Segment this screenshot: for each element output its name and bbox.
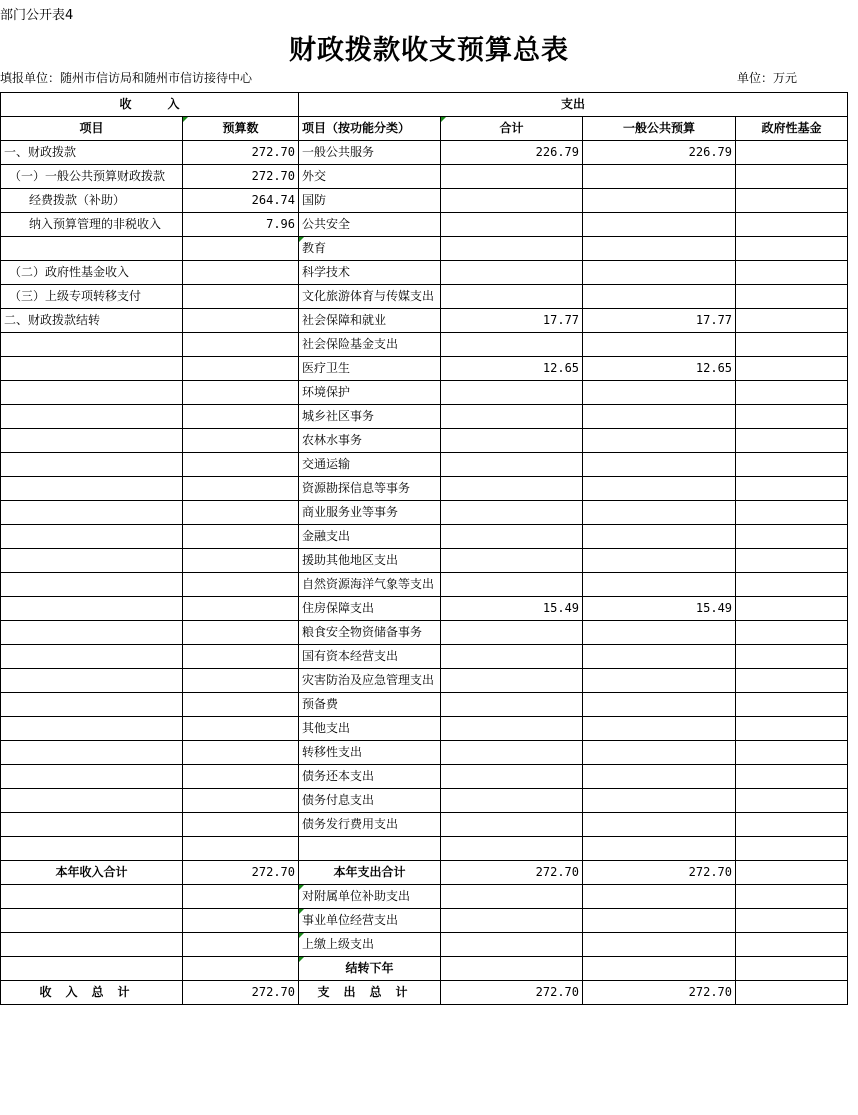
expense-fund	[736, 645, 848, 669]
expense-total	[441, 621, 583, 645]
expense-fund	[736, 429, 848, 453]
expense-item: 公共安全	[299, 213, 441, 237]
year-expense-total: 272.70	[441, 861, 583, 885]
expense-fund	[736, 669, 848, 693]
expense-general	[583, 285, 736, 309]
expense-total	[441, 693, 583, 717]
income-group-header: 收 入	[1, 93, 299, 117]
expense-general	[583, 645, 736, 669]
empty-cell	[441, 933, 583, 957]
table-row	[1, 189, 848, 213]
income-value: 264.74	[183, 189, 299, 213]
expense-fund	[736, 525, 848, 549]
column-header-row	[1, 117, 848, 141]
expense-general	[583, 621, 736, 645]
income-value	[183, 693, 299, 717]
expense-total	[441, 741, 583, 765]
expense-fund	[736, 549, 848, 573]
table-row	[1, 237, 848, 261]
expense-total	[441, 405, 583, 429]
table-row	[1, 693, 848, 717]
expense-total	[441, 213, 583, 237]
col-fund: 政府性基金	[736, 117, 848, 141]
empty-cell	[183, 933, 299, 957]
expense-fund	[736, 261, 848, 285]
table-row	[1, 789, 848, 813]
expense-item: 科学技术	[299, 261, 441, 285]
table-row	[1, 741, 848, 765]
income-item	[1, 621, 183, 645]
income-value	[183, 549, 299, 573]
expense-total: 12.65	[441, 357, 583, 381]
col-func-item: 项目（按功能分类）	[299, 117, 441, 141]
table-row	[1, 405, 848, 429]
expense-general	[583, 213, 736, 237]
income-item	[1, 645, 183, 669]
income-item: （一）一般公共预算财政拨款	[1, 165, 183, 189]
year-expense-total-label: 本年支出合计	[299, 861, 441, 885]
empty-cell	[583, 885, 736, 909]
empty-cell	[736, 957, 848, 981]
income-item: （三）上级专项转移支付	[1, 285, 183, 309]
income-item	[1, 573, 183, 597]
expense-total	[441, 165, 583, 189]
expense-general	[583, 453, 736, 477]
table-row	[1, 333, 848, 357]
table-footer	[1, 861, 848, 1005]
expense-fund	[736, 165, 848, 189]
expense-item	[299, 837, 441, 861]
expense-total	[441, 501, 583, 525]
income-value	[183, 453, 299, 477]
table-row	[1, 501, 848, 525]
grand-total-row	[1, 981, 848, 1005]
empty-cell	[583, 933, 736, 957]
income-item	[1, 381, 183, 405]
income-value	[183, 333, 299, 357]
expense-item: 一般公共服务	[299, 141, 441, 165]
income-item	[1, 669, 183, 693]
expense-fund	[736, 333, 848, 357]
income-item	[1, 525, 183, 549]
income-value	[183, 357, 299, 381]
expense-item: 教育	[299, 237, 441, 261]
expense-item: 文化旅游体育与传媒支出	[299, 285, 441, 309]
empty-cell	[1, 885, 183, 909]
grand-expense-total: 272.70	[441, 981, 583, 1005]
income-value	[183, 813, 299, 837]
expense-fund	[736, 837, 848, 861]
expense-total	[441, 525, 583, 549]
extra-label: 对附属单位补助支出	[299, 885, 441, 909]
empty-cell	[583, 957, 736, 981]
empty-cell	[1, 909, 183, 933]
expense-group-header: 支出	[299, 93, 848, 117]
expense-total	[441, 429, 583, 453]
table-row	[1, 669, 848, 693]
expense-total	[441, 549, 583, 573]
expense-fund	[736, 309, 848, 333]
expense-item: 环境保护	[299, 381, 441, 405]
expense-fund	[736, 381, 848, 405]
expense-item: 转移性支出	[299, 741, 441, 765]
col-budget: 预算数	[183, 117, 299, 141]
extra-label: 事业单位经营支出	[299, 909, 441, 933]
expense-total	[441, 765, 583, 789]
income-item	[1, 837, 183, 861]
income-item	[1, 597, 183, 621]
table-row	[1, 381, 848, 405]
expense-item: 债务还本支出	[299, 765, 441, 789]
expense-total	[441, 789, 583, 813]
year-expense-fund	[736, 861, 848, 885]
expense-item: 社会保险基金支出	[299, 333, 441, 357]
table-row	[1, 837, 848, 861]
table-row	[1, 477, 848, 501]
income-value	[183, 645, 299, 669]
expense-general	[583, 477, 736, 501]
expense-fund	[736, 741, 848, 765]
year-total-row	[1, 861, 848, 885]
income-item	[1, 405, 183, 429]
table-row	[1, 165, 848, 189]
expense-total	[441, 285, 583, 309]
grand-expense-fund	[736, 981, 848, 1005]
income-item: 经费拨款（补助）	[1, 189, 183, 213]
expense-item: 交通运输	[299, 453, 441, 477]
income-value	[183, 237, 299, 261]
expense-item: 住房保障支出	[299, 597, 441, 621]
income-item: 二、财政拨款结转	[1, 309, 183, 333]
empty-cell	[183, 909, 299, 933]
income-value	[183, 429, 299, 453]
income-item: （二）政府性基金收入	[1, 261, 183, 285]
table-row	[1, 549, 848, 573]
expense-fund	[736, 717, 848, 741]
table-row	[1, 525, 848, 549]
expense-fund	[736, 765, 848, 789]
reporting-unit: 填报单位：随州市信访局和随州市信访接待中心	[0, 71, 253, 85]
empty-cell	[183, 957, 299, 981]
income-value	[183, 765, 299, 789]
expense-total: 15.49	[441, 597, 583, 621]
extra-label: 上缴上级支出	[299, 933, 441, 957]
income-value	[183, 261, 299, 285]
budget-table	[0, 92, 848, 1005]
expense-item: 农林水事务	[299, 429, 441, 453]
table-row	[1, 765, 848, 789]
extra-row	[1, 933, 848, 957]
expense-general	[583, 717, 736, 741]
expense-general: 17.77	[583, 309, 736, 333]
expense-general	[583, 261, 736, 285]
grand-expense-general: 272.70	[583, 981, 736, 1005]
expense-general	[583, 693, 736, 717]
expense-total	[441, 813, 583, 837]
expense-fund	[736, 213, 848, 237]
expense-item: 其他支出	[299, 717, 441, 741]
income-value: 272.70	[183, 165, 299, 189]
group-header-row	[1, 93, 848, 117]
expense-general	[583, 549, 736, 573]
expense-item: 援助其他地区支出	[299, 549, 441, 573]
income-value	[183, 597, 299, 621]
col-total: 合计	[441, 117, 583, 141]
income-value	[183, 573, 299, 597]
expense-total	[441, 381, 583, 405]
table-row	[1, 429, 848, 453]
expense-fund	[736, 501, 848, 525]
expense-general: 12.65	[583, 357, 736, 381]
expense-fund	[736, 141, 848, 165]
table-body	[1, 141, 848, 861]
expense-fund	[736, 789, 848, 813]
income-item: 纳入预算管理的非税收入	[1, 213, 183, 237]
empty-cell	[183, 885, 299, 909]
expense-item: 金融支出	[299, 525, 441, 549]
expense-general	[583, 669, 736, 693]
expense-general	[583, 237, 736, 261]
expense-fund	[736, 285, 848, 309]
grand-expense-label: 支出总计	[299, 981, 441, 1005]
income-item: 一、财政拨款	[1, 141, 183, 165]
income-value: 272.70	[183, 141, 299, 165]
empty-cell	[736, 909, 848, 933]
expense-item: 社会保障和就业	[299, 309, 441, 333]
grand-income-label: 收入总计	[1, 981, 183, 1005]
expense-general	[583, 789, 736, 813]
income-item	[1, 717, 183, 741]
page-title: 财政拨款收支预算总表	[289, 35, 569, 66]
expense-item: 资源勘探信息等事务	[299, 477, 441, 501]
year-income-total-label: 本年收入合计	[1, 861, 183, 885]
expense-total	[441, 573, 583, 597]
expense-general	[583, 381, 736, 405]
expense-total: 226.79	[441, 141, 583, 165]
table-row	[1, 309, 848, 333]
year-expense-general: 272.70	[583, 861, 736, 885]
col-general: 一般公共预算	[583, 117, 736, 141]
income-value	[183, 405, 299, 429]
col-item: 项目	[1, 117, 183, 141]
expense-general	[583, 741, 736, 765]
expense-total	[441, 261, 583, 285]
income-item	[1, 357, 183, 381]
carry-label: 结转下年	[299, 957, 441, 981]
expense-fund	[736, 357, 848, 381]
income-item	[1, 549, 183, 573]
expense-item: 灾害防治及应急管理支出	[299, 669, 441, 693]
expense-fund	[736, 237, 848, 261]
expense-general: 226.79	[583, 141, 736, 165]
table-row	[1, 357, 848, 381]
expense-total	[441, 333, 583, 357]
table-row	[1, 597, 848, 621]
expense-general	[583, 501, 736, 525]
expense-total	[441, 717, 583, 741]
income-item	[1, 789, 183, 813]
income-item	[1, 501, 183, 525]
table-row	[1, 453, 848, 477]
empty-cell	[736, 885, 848, 909]
income-item	[1, 237, 183, 261]
income-value	[183, 789, 299, 813]
table-row	[1, 717, 848, 741]
expense-item: 商业服务业等事务	[299, 501, 441, 525]
income-value	[183, 717, 299, 741]
table-row	[1, 645, 848, 669]
income-value	[183, 309, 299, 333]
expense-general	[583, 525, 736, 549]
income-value	[183, 669, 299, 693]
expense-fund	[736, 477, 848, 501]
income-value: 7.96	[183, 213, 299, 237]
income-value	[183, 477, 299, 501]
expense-item: 城乡社区事务	[299, 405, 441, 429]
expense-total	[441, 669, 583, 693]
expense-item: 外交	[299, 165, 441, 189]
grand-income-value: 272.70	[183, 981, 299, 1005]
expense-item: 预备费	[299, 693, 441, 717]
expense-total	[441, 237, 583, 261]
table-row	[1, 285, 848, 309]
expense-general	[583, 405, 736, 429]
table-row	[1, 573, 848, 597]
income-item	[1, 333, 183, 357]
income-item	[1, 477, 183, 501]
expense-item: 粮食安全物资储备事务	[299, 621, 441, 645]
income-value	[183, 501, 299, 525]
expense-general	[583, 189, 736, 213]
expense-total	[441, 477, 583, 501]
empty-cell	[441, 885, 583, 909]
expense-item: 国防	[299, 189, 441, 213]
expense-item: 自然资源海洋气象等支出	[299, 573, 441, 597]
expense-fund	[736, 693, 848, 717]
expense-fund	[736, 453, 848, 477]
income-item	[1, 693, 183, 717]
extra-row	[1, 909, 848, 933]
extra-row	[1, 885, 848, 909]
expense-general	[583, 813, 736, 837]
empty-cell	[583, 909, 736, 933]
carry-row	[1, 957, 848, 981]
income-value	[183, 741, 299, 765]
income-item	[1, 813, 183, 837]
income-item	[1, 741, 183, 765]
expense-total	[441, 645, 583, 669]
expense-fund	[736, 621, 848, 645]
expense-general: 15.49	[583, 597, 736, 621]
table-row	[1, 261, 848, 285]
currency-unit: 单位：万元	[737, 71, 798, 85]
expense-item: 医疗卫生	[299, 357, 441, 381]
expense-fund	[736, 597, 848, 621]
income-value	[183, 381, 299, 405]
form-code: 部门公开表4	[0, 8, 74, 23]
expense-fund	[736, 573, 848, 597]
income-value	[183, 621, 299, 645]
expense-general	[583, 333, 736, 357]
year-income-total-value: 272.70	[183, 861, 299, 885]
table-row	[1, 213, 848, 237]
income-item	[1, 765, 183, 789]
expense-total: 17.77	[441, 309, 583, 333]
expense-general	[583, 765, 736, 789]
empty-cell	[1, 957, 183, 981]
empty-cell	[441, 909, 583, 933]
income-value	[183, 285, 299, 309]
expense-general	[583, 837, 736, 861]
income-value	[183, 837, 299, 861]
expense-general	[583, 429, 736, 453]
empty-cell	[441, 957, 583, 981]
expense-total	[441, 189, 583, 213]
table-row	[1, 141, 848, 165]
income-item	[1, 453, 183, 477]
income-item	[1, 429, 183, 453]
table-row	[1, 621, 848, 645]
table-row	[1, 813, 848, 837]
expense-fund	[736, 405, 848, 429]
expense-item: 债务付息支出	[299, 789, 441, 813]
expense-total	[441, 837, 583, 861]
empty-cell	[1, 933, 183, 957]
expense-fund	[736, 813, 848, 837]
expense-item: 债务发行费用支出	[299, 813, 441, 837]
expense-total	[441, 453, 583, 477]
expense-item: 国有资本经营支出	[299, 645, 441, 669]
expense-general	[583, 165, 736, 189]
empty-cell	[736, 933, 848, 957]
income-value	[183, 525, 299, 549]
expense-fund	[736, 189, 848, 213]
expense-general	[583, 573, 736, 597]
